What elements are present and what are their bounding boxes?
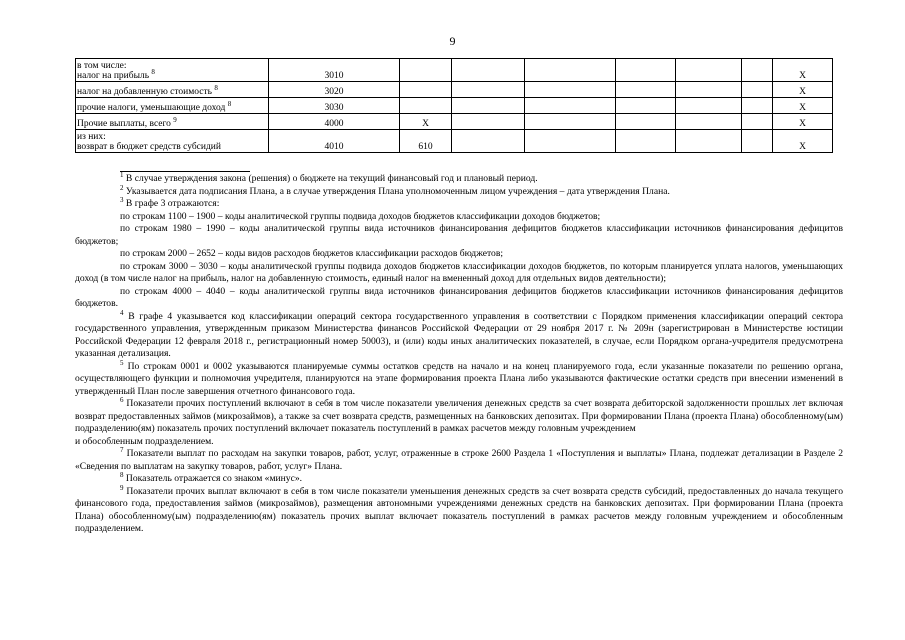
table-row: [76, 130, 833, 153]
table-cell: [676, 130, 742, 153]
row-label-line: налог на прибыль $^8$: [77, 68, 155, 81]
table-cell: [742, 98, 773, 114]
footnote-text: по строкам 4000 – 4040 – коды аналитической группы вида источников финансирования дефицитов бюджетов классификации источников финансирования дефицитов бюджетов.: [75, 285, 843, 309]
footnote-text: по строкам 2000 – 2652 – коды видов расходов бюджетов классификации расходов бюджетов;: [120, 248, 504, 259]
table-cell: [525, 98, 616, 114]
table-cell: [742, 130, 773, 153]
footnote-number: 7: [120, 446, 124, 454]
footnote-number: 5: [120, 358, 124, 367]
footnote: [75, 358, 843, 399]
footnote-text: по строкам 3000 – 3030 – коды аналитической группы подвида доходов бюджетов классификации доходов бюджетов, по которым планируется уплата налогов, уменьшающих доход (в том числе налог на прибыль, налог на добавленную стоимость, единый налог на вмененный доход для отдельных видов деятельности);: [75, 260, 843, 284]
footnote: [75, 483, 843, 536]
footnote-text: В случае утверждения закона (решения) о бюджете на текущий финансовый год и плановый период.: [125, 173, 538, 184]
row-label-line: возврат в бюджет средств субсидий: [77, 142, 221, 152]
footnote-ref: 8: [214, 84, 218, 92]
footnote: [75, 436, 843, 449]
footnote-text: Показатели выплат по расходам на закупки товаров, работ, услуг, отраженные в строке 2600 Раздела 1 «Поступления и выплаты» Плана, подлежат детализации в Разделе 2 «Сведения по выплатам на закупку товаров, работ, услуг» Плана.: [75, 448, 843, 472]
footnote: [75, 173, 843, 186]
footnote-text: и обособленным подразделением.: [75, 435, 214, 447]
footnote: [75, 308, 843, 361]
table-cell: [452, 59, 525, 82]
footnote-ref: 9: [173, 116, 177, 124]
footnote: [75, 473, 843, 486]
row-label-line: Прочие выплаты, всего $^9$: [77, 116, 177, 129]
row-label: [76, 98, 269, 114]
footnote: [75, 286, 843, 311]
table-cell: X: [773, 59, 833, 82]
table-row: [76, 82, 833, 98]
table-cell: [742, 114, 773, 130]
table-cell: X: [773, 98, 833, 114]
row-label-line: прочие налоги, уменьшающие доход $^8$: [77, 100, 232, 113]
footnote-text: по строкам 1100 – 1900 – коды аналитической группы подвида доходов бюджетов классификации доходов бюджетов;: [120, 210, 601, 222]
table-cell: [616, 114, 676, 130]
footnote: [75, 211, 843, 224]
footnote-text: В графе 4 указывается код классификации операций сектора государственного управления в соответствии с Порядком применения классификации операций сектора государственного управления, утвержденным приказом Министерства финансов Российской Федерации от 29 ноября 2017 г. № 209н (зарегистрирован в Министерстве юстиции Российской Федерации 12 февраля 2018 г., регистрационный номер 50003), и (или) коды иных аналитических показателей, в случае, если Порядком органа-учредителя предусмотрена указанная детализация.: [75, 310, 843, 359]
row-label: [76, 114, 269, 130]
footnote: [75, 248, 843, 261]
footnote-text: Показатели прочих выплат включают в себя в том числе показатели уменьшения денежных средств за счет возврата средств субсидий, предоставленных до начала текущего финансового года, предоставления займов (микрозаймов), размещения автономными учреждениями денежных средств на банковских депозитах. При формировании Плана (проекта Плана) обособленному(ым) подразделению(ям) показатель прочих выплат включает показатель поступлений в рамках расчетов между головным учреждением и обособленным подразделением.: [75, 485, 843, 534]
table-cell: [525, 114, 616, 130]
table-cell: [742, 82, 773, 98]
row-code: 4010: [269, 130, 400, 153]
table-cell: X: [773, 114, 833, 130]
table-cell: [616, 82, 676, 98]
footnote: [75, 223, 843, 248]
table-cell: [525, 59, 616, 82]
table-cell: [452, 130, 525, 153]
footnote-text: Показатель отражается со знаком «минус».: [125, 473, 303, 484]
footnote-text: Указывается дата подписания Плана, а в случае утверждения Плана уполномоченным лицом учреждения – дата утверждения Плана.: [125, 185, 670, 197]
footnote-number: 6: [120, 396, 124, 404]
table-cell: [525, 82, 616, 98]
table-cell: [616, 130, 676, 153]
footnote-number: 9: [120, 483, 124, 492]
payments-table: [75, 58, 833, 153]
table-cell: [676, 82, 742, 98]
row-label-line: налог на добавленную стоимость $^8$: [77, 84, 218, 97]
footnote-number: 2: [120, 183, 124, 192]
row-label: [76, 59, 269, 82]
footnote-number: 3: [120, 196, 124, 204]
table-cell: [676, 114, 742, 130]
table-cell: [400, 59, 452, 82]
footnote: [75, 398, 843, 436]
table-cell: [676, 59, 742, 82]
table-cell: 610: [400, 130, 452, 153]
row-label-line: в том числе:: [77, 61, 127, 71]
page-number: 9: [449, 34, 456, 48]
footnote-number: 8: [120, 471, 124, 479]
row-code: 3020: [269, 82, 400, 98]
footnote-ref: 8: [151, 68, 155, 76]
table-row: [76, 114, 833, 130]
row-label-line: из них:: [77, 132, 106, 142]
footnote: [75, 183, 843, 199]
table-cell: [616, 98, 676, 114]
row-code: 4000: [269, 114, 400, 130]
footnote-number: 1: [120, 171, 124, 179]
table-cell: X: [400, 114, 452, 130]
row-label: [76, 130, 269, 153]
row-code: 3010: [269, 59, 400, 82]
table-cell: [400, 98, 452, 114]
table-cell: [742, 59, 773, 82]
footnote: [75, 448, 843, 473]
footnote-text: по строкам 1980 – 1990 – коды аналитической группы вида источников финансирования дефицитов бюджетов классификации источников финансирования дефицитов бюджетов;: [75, 223, 843, 247]
table-cell: [400, 82, 452, 98]
footnotes: [75, 173, 843, 536]
row-code: 3030: [269, 98, 400, 114]
footnote: [75, 198, 843, 211]
footnote-rule: [120, 171, 250, 172]
table-cell: [525, 130, 616, 153]
table-cell: [452, 98, 525, 114]
row-label: [76, 82, 269, 98]
footnote-ref: 8: [227, 100, 232, 108]
table-cell: X: [773, 82, 833, 98]
table-cell: [452, 114, 525, 130]
table-cell: X: [773, 130, 833, 153]
footnote-number: 4: [120, 308, 124, 317]
footnote-text: Показатели прочих поступлений включают в себя в том числе показатели увеличения денежных средств за счет возврата дебиторской задолженности прошлых лет включая возврат предоставленных займов (микрозаймов), а также за счет возврата средств, размещенных на банковских депозитах. При формировании Плана (проекта Плана) обособленному(ым) подразделению(ям) показатель прочих поступлений включает показатель поступлений в рамках расчетов между головным учреждением: [75, 398, 843, 434]
table-row: [76, 59, 833, 82]
table-cell: [616, 59, 676, 82]
footnote-text: По строкам 0001 и 0002 указываются планируемые суммы остатков средств на начало и на конец планируемого года, если указанные показатели по решению органа, осуществляющего функции и полномочия учредителя, планируются на этапе формирования проекта Плана либо указываются фактические остатки средств при внесении изменений в утвержденный План после завершения отчетного финансового года.: [75, 360, 843, 397]
table-cell: [676, 98, 742, 114]
footnote: [75, 261, 843, 286]
table-row: [76, 98, 833, 114]
footnote-text: В графе 3 отражаются:: [125, 198, 220, 209]
table-cell: [452, 82, 525, 98]
